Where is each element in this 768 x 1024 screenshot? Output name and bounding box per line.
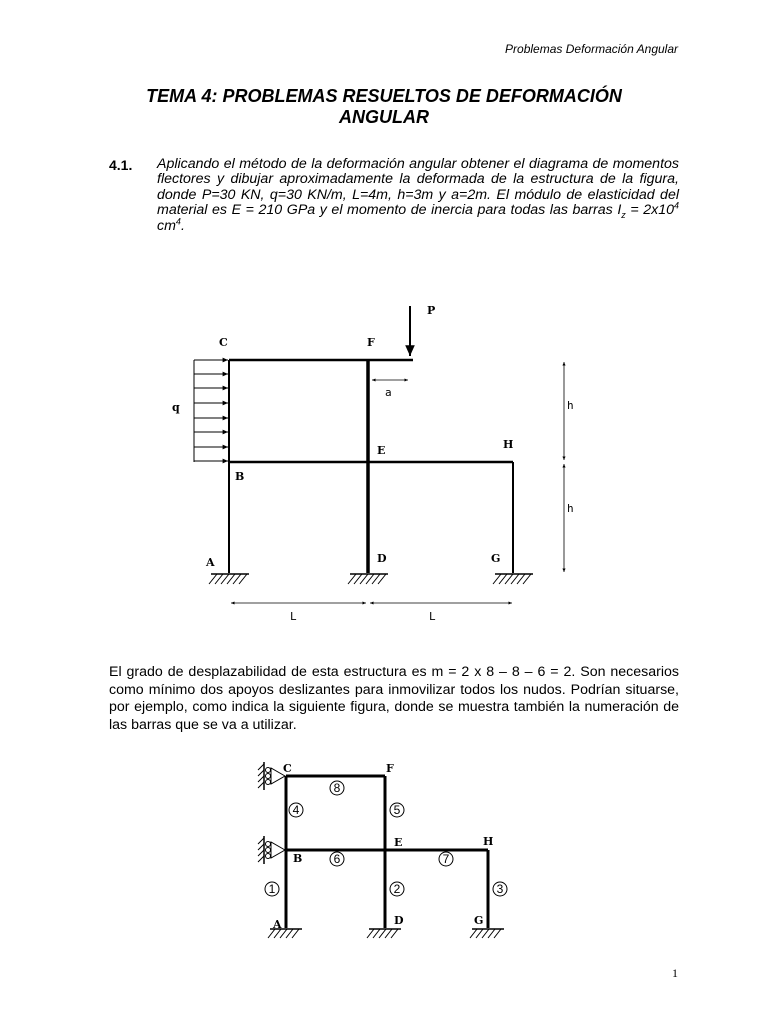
problem-number: 4.1.: [109, 157, 133, 173]
label-h-node: H: [503, 438, 514, 451]
fixed-support-d: [348, 574, 388, 584]
label-q: q: [172, 401, 180, 414]
bar-number-7-text: 7: [442, 852, 450, 866]
frame2-members: [286, 776, 488, 928]
bar-number-3: [493, 882, 507, 896]
title-line-1: TEMA 4: PROBLEMAS RESUELTOS DE DEFORMACIÓN: [146, 86, 622, 106]
frame-structure-figure: [0, 290, 768, 630]
frame-members: [229, 360, 513, 573]
bar-number-2-text: 2: [393, 882, 401, 896]
bar-number-6: [330, 852, 344, 866]
problem-text-sup1: 4: [674, 200, 680, 211]
fig2-label-g: G: [474, 914, 484, 927]
label-a-node: A: [206, 556, 215, 569]
numbered-bars-figure: [0, 752, 768, 948]
bar-number-5: [390, 803, 404, 817]
fig2-label-b: B: [293, 852, 303, 865]
bar-number-4: [289, 803, 303, 817]
bar-number-3-text: 3: [496, 882, 504, 896]
fixed-support-g: [493, 574, 533, 584]
bar-number-7: [439, 852, 453, 866]
fig2-label-f: F: [386, 762, 394, 775]
label-c: C: [219, 336, 228, 349]
running-header: Problemas Deformación Angular: [505, 42, 678, 56]
title-line-2: ANGULAR: [339, 107, 429, 127]
fixed-support2-g: [470, 929, 504, 938]
problem-text-sub: z: [621, 210, 626, 221]
label-h-lower: h: [567, 502, 574, 515]
fixed-support2-d: [367, 929, 401, 938]
bar-number-6-text: 6: [333, 852, 341, 866]
bar-number-2: [390, 882, 404, 896]
fig2-label-a: A: [273, 918, 282, 931]
sliding-support-c: [258, 762, 285, 790]
label-g: G: [491, 552, 501, 565]
label-e: E: [377, 444, 386, 457]
problem-text-b: = 2x10: [625, 202, 674, 219]
bar-number-8: [330, 781, 344, 795]
fig2-label-c: C: [283, 762, 292, 775]
label-b: B: [235, 470, 245, 483]
distributed-load-q: [194, 360, 228, 462]
bar-number-4-text: 4: [292, 803, 300, 817]
problem-text-d: .: [180, 217, 185, 234]
bar-number-1: [265, 882, 279, 896]
fig2-label-h: H: [483, 835, 494, 848]
label-h-upper: h: [567, 399, 574, 412]
page-title: [100, 86, 668, 128]
problem-text-sup2: 4: [175, 215, 181, 226]
displacement-paragraph: El grado de desplazabilidad de esta estructura es m = 2 x 8 – 8 – 6 = 2. Son necesarios como mínimo dos apoyos deslizantes para inmovilizar todos los nudos. Podrían situarse, por ejemplo, como indica la siguiente figura, donde se muestra también la numeración de las barras que se va a utilizar.: [109, 664, 679, 733]
label-l-left: L: [290, 610, 297, 623]
label-p: P: [427, 304, 436, 317]
problem-statement: [157, 157, 679, 234]
bar-number-8-text: 8: [333, 781, 341, 795]
problem-text-c: cm: [157, 217, 176, 234]
bar-number-5-text: 5: [393, 803, 401, 817]
sliding-support-b: [258, 836, 285, 864]
fixed-support-a: [209, 574, 249, 584]
page-number: 1: [672, 966, 678, 980]
bar-number-1-text: 1: [268, 882, 276, 896]
fig2-label-e: E: [394, 836, 403, 849]
label-d: D: [377, 552, 387, 565]
label-f: F: [367, 336, 375, 349]
label-l-right: L: [429, 610, 436, 623]
problem-text-a: Aplicando el método de la deformación angular obtener el diagrama de momentos flectores y dibujar aproximadamente la deformada de la estructura de la figura, donde P=30 KN, q=30 KN/m, L=4m, h=3m y a=2m. El módulo de elasticidad del material es E = 210 GPa y el momento de inercia para todas las barras I: [157, 156, 679, 219]
label-a-dim: a: [385, 386, 392, 399]
fig2-label-d: D: [394, 914, 404, 927]
